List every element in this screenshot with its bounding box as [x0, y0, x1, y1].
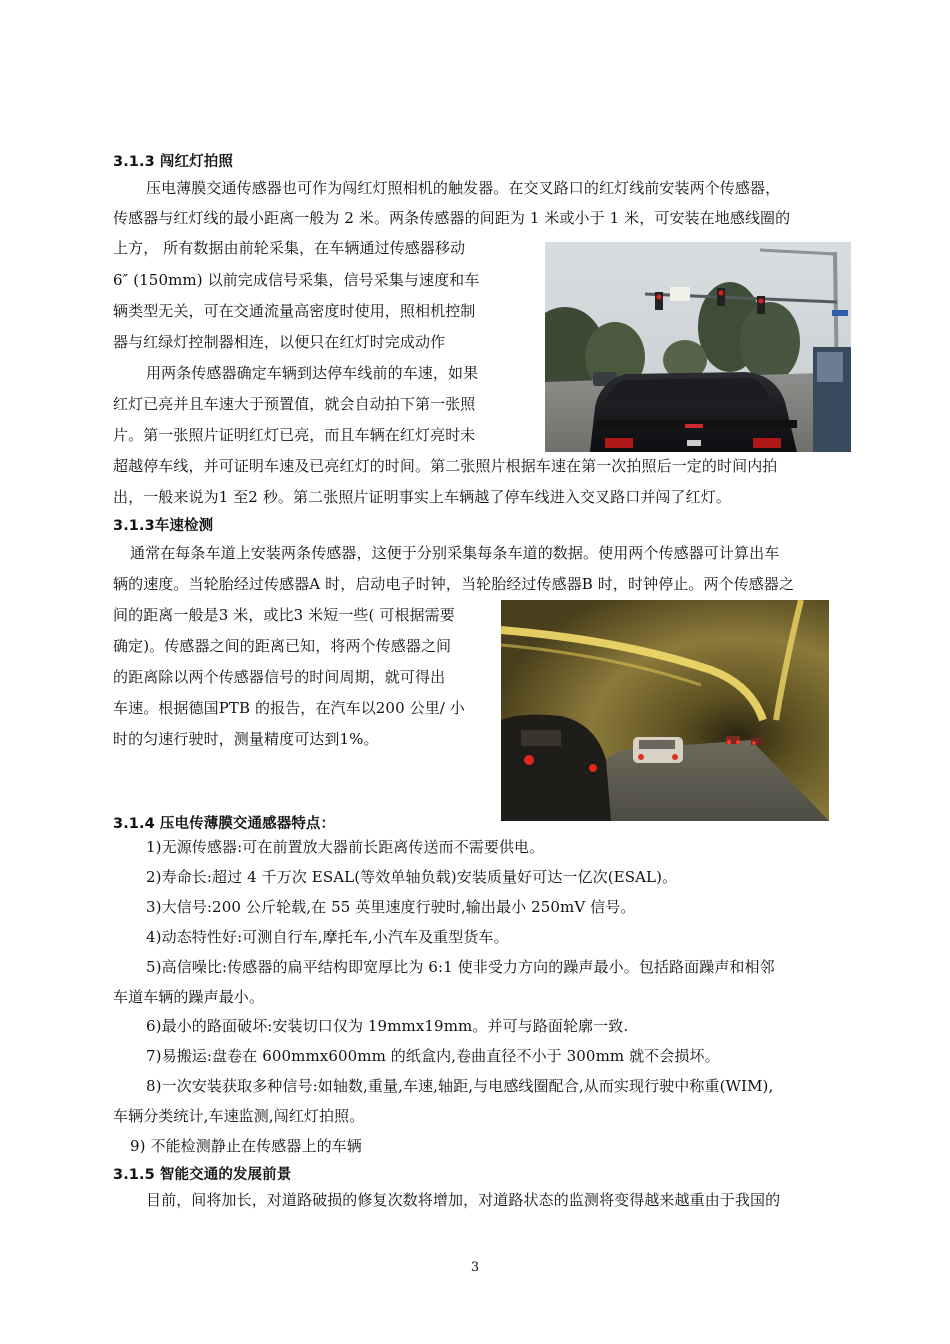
- paragraph-line: 压电薄膜交通传感器也可作为闯红灯照相机的触发器。在交叉路口的红灯线前安装两个传感器，: [146, 179, 781, 197]
- paragraph-line: 超越停车线，并可证明车速及已亮红灯的时间。第二张照片根据车速在第一次拍照后一定的时间内拍: [113, 457, 778, 475]
- feature-item: 4)动态特性好:可测自行车,摩托车,小汽车及重型货车。: [146, 928, 509, 946]
- paragraph-line: 辆类型无关，可在交通流量高密度时使用，照相机控制: [113, 302, 476, 320]
- paragraph-line: 片。第一张照片证明红灯已亮，而且车辆在红灯亮时未: [113, 426, 476, 444]
- feature-item-continuation: 车道车辆的躁声最小。: [113, 988, 265, 1006]
- tunnel-illustration: [501, 600, 829, 821]
- paragraph-line: 目前，间将加长，对道路破损的修复次数将增加，对道路状态的监测将变得越来越重由于我国的: [146, 1191, 781, 1209]
- feature-item: 7)易搬运:盘卷在 600mmx600mm 的纸盒内,卷曲直径不小于 300mm 就不会损坏。: [146, 1047, 720, 1065]
- paragraph-line: 间的距离一般是3 米，或比3 米短一些( 可根据需要: [113, 606, 455, 624]
- paragraph-line: 用两条传感器确定车辆到达停车线前的车速，如果: [146, 364, 479, 382]
- feature-item: 3)大信号:200 公斤轮载,在 55 英里速度行驶时,输出最小 250mV 信号。: [146, 898, 636, 916]
- paragraph-line: 传感器与红灯线的最小距离一般为 2 米。两条传感器的间距为 1 米或小于 1 米，可安装在地感线圈的: [113, 209, 791, 227]
- paragraph-line: 红灯已亮并且车速大于预置值，就会自动拍下第一张照: [113, 395, 476, 413]
- intersection-illustration: [545, 242, 851, 452]
- feature-item: 2)寿命长:超过 4 千万次 ESAL(等效单轴负载)安装质量好可达一亿次(ESAL)。: [146, 868, 678, 886]
- paragraph-line: 通常在每条车道上安装两条传感器，这便于分别采集每条车道的数据。使用两个传感器可计算出车: [130, 544, 780, 562]
- paragraph-line: 上方， 所有数据由前轮采集，在车辆通过传感器移动: [113, 239, 466, 257]
- paragraph-line: 辆的速度。当轮胎经过传感器A 时，启动电子时钟，当轮胎经过传感器B 时，时钟停止。两个传感器之: [113, 575, 795, 593]
- paragraph-line: 的距离除以两个传感器信号的时间周期，就可得出: [113, 668, 446, 686]
- paragraph-line: 器与红绿灯控制器相连，以便只在红灯时完成动作: [113, 333, 446, 351]
- traffic-light-intersection-photo: [545, 242, 851, 452]
- section-heading-sensor-features: 3.1.4 压电传薄膜交通感器特点：: [113, 816, 336, 832]
- feature-item: 5)高信噪比:传感器的扁平结构即宽厚比为 6:1 使非受力方向的躁声最小。包括路面躁声和相邻: [146, 958, 775, 976]
- section-heading-red-light: 3.1.3 闯红灯拍照: [113, 154, 233, 170]
- tunnel-traffic-photo: [501, 600, 829, 821]
- paragraph-line: 车速。根据德国PTB 的报告，在汽车以200 公里/ 小: [113, 699, 465, 717]
- feature-item: 9) 不能检测静止在传感器上的车辆: [130, 1137, 362, 1155]
- section-heading-intelligent-traffic: 3.1.5 智能交通的发展前景: [113, 1167, 292, 1183]
- paragraph-line: 6″ (150mm) 以前完成信号采集，信号采集与速度和车: [113, 271, 480, 289]
- feature-item: 8)一次安装获取多种信号:如轴数,重量,车速,轴距,与电感线圈配合,从而实现行驶中称重(WIM),: [146, 1077, 774, 1095]
- section-heading-speed-detection: 3.1.3车速检测: [113, 518, 214, 534]
- feature-item: 6)最小的路面破坏:安装切口仅为 19mmx19mm。并可与路面轮廓一致.: [146, 1017, 629, 1035]
- feature-item-continuation: 车辆分类统计,车速监测,闯红灯拍照。: [113, 1107, 365, 1125]
- paragraph-line: 出，一般来说为1 至2 秒。第二张照片证明事实上车辆越了停车线进入交叉路口并闯了红灯。: [113, 488, 731, 506]
- feature-item: 1)无源传感器:可在前置放大器前长距离传送而不需要供电。: [146, 838, 545, 856]
- paragraph-line: 时的匀速行驶时，测量精度可达到1%。: [113, 730, 379, 748]
- page-number: 3: [470, 1260, 480, 1275]
- paragraph-line: 确定)。传感器之间的距离已知，将两个传感器之间: [113, 637, 452, 655]
